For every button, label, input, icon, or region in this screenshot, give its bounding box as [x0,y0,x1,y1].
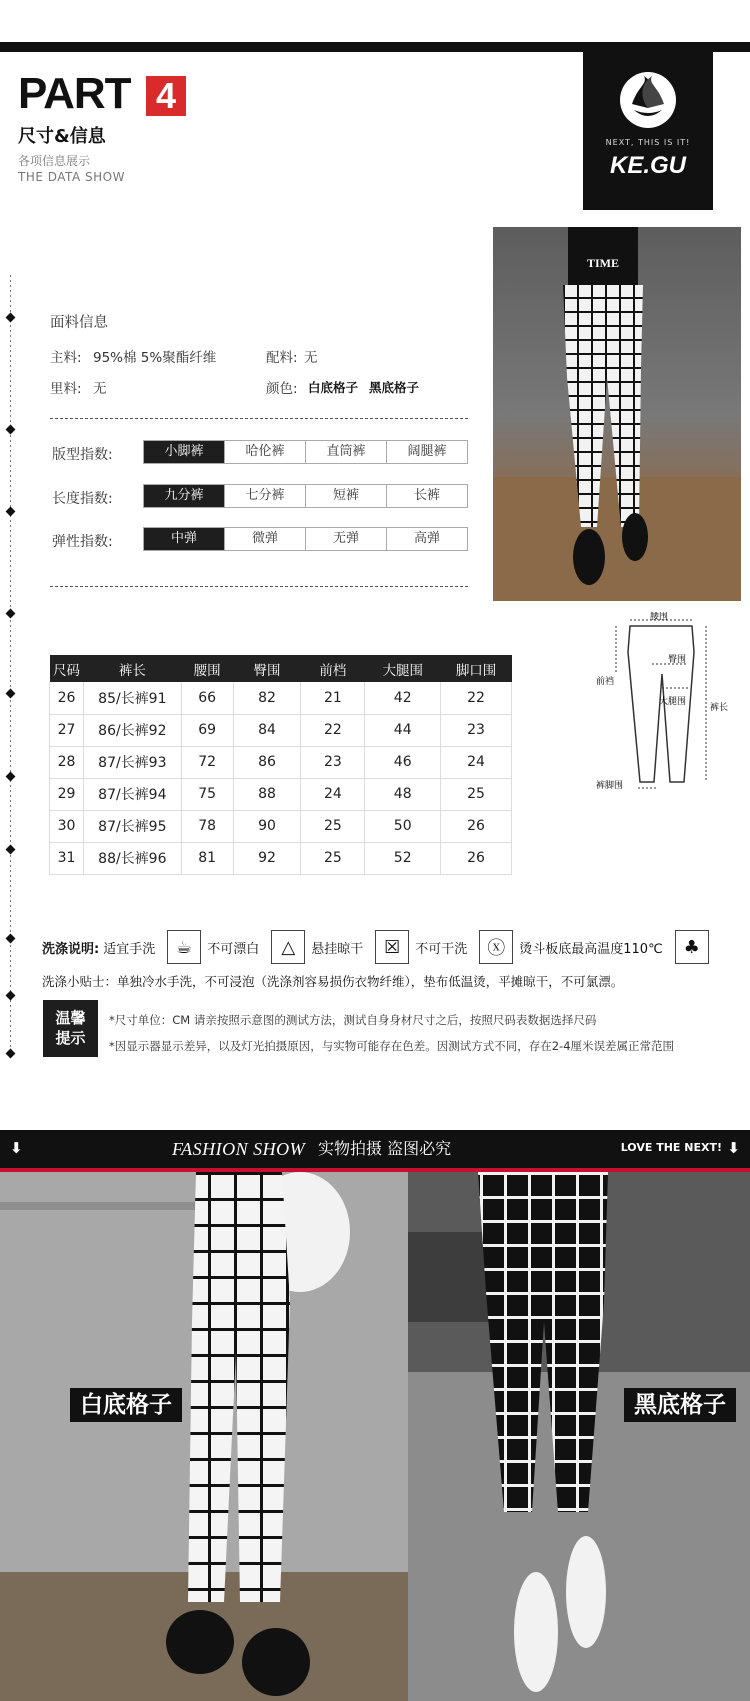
table-cell: 52 [365,842,441,874]
table-cell: 69 [181,714,233,746]
table-cell: 31 [50,842,84,874]
rail-marker [6,313,16,323]
color-value-white: 白底格子 [308,380,359,395]
love-the-next-label: LOVE THE NEXT! [620,1141,722,1154]
wash-item-no-bleach: 不可漂白 [207,941,260,957]
table-cell: 81 [181,842,233,874]
table-cell: 42 [365,682,441,714]
table-row [50,682,512,714]
col-front-rise: 前档 [301,655,365,682]
size-table-header [50,655,512,682]
table-cell: 25 [301,842,365,874]
rail-marker [6,609,16,619]
table-cell: 24 [301,778,365,810]
brand-tagline: NEXT, THIS IS IT! [605,138,691,147]
table-row [50,714,512,746]
wash-item-hang-dry: 悬挂晾干 [311,941,364,957]
divider [50,586,468,587]
lining-label: 里料: [50,381,82,397]
product-photo-front [493,227,741,601]
model-photo-white [0,1172,408,1701]
table-cell: 85/长裤91 [83,682,181,714]
table-cell: 75 [181,778,233,810]
measurement-diagram [596,612,736,792]
table-cell: 90 [233,810,301,842]
notice-badge-line1: 温馨 [55,1009,86,1027]
wash-item-no-dryclean: 不可干洗 [415,941,468,957]
table-cell: 23 [301,746,365,778]
variant-label-white: 白底格子 [70,1388,182,1422]
col-hem: 脚口围 [441,655,512,682]
variant-label-black: 黑底格子 [624,1388,736,1422]
section-subtitle-en: THE DATA SHOW [18,170,125,184]
diagram-thigh-label: 大腿围 [659,697,687,707]
table-cell: 22 [441,682,512,714]
table-cell: 25 [441,778,512,810]
table-cell: 24 [441,746,512,778]
table-cell: 50 [365,810,441,842]
fashion-show-bar [0,1130,750,1168]
table-cell: 26 [441,842,512,874]
table-cell: 44 [365,714,441,746]
top-bar [0,42,750,52]
washing-label: 洗涤说明: [42,941,100,957]
table-cell: 92 [233,842,301,874]
table-cell: 26 [441,810,512,842]
table-cell: 84 [233,714,301,746]
arrow-down-icon: ⬇ [10,1139,23,1157]
wash-item-handwash: 适宜手洗 [103,941,156,957]
table-row [50,778,512,810]
fit-option-harem: 哈伦裤 [225,441,306,463]
no-bleach-icon: △ [271,930,305,964]
table-cell: 78 [181,810,233,842]
length-index-label: 长度指数: [52,491,113,507]
col-hip: 臀围 [233,655,301,682]
table-cell: 48 [365,778,441,810]
table-cell: 28 [50,746,84,778]
rail-marker [6,425,16,435]
notice-badge [43,1000,98,1057]
divider [50,418,468,419]
col-thigh: 大腿围 [365,655,441,682]
diagram-hem-label: 裤脚围 [596,781,624,791]
svg-text:TIME: TIME [586,256,620,270]
washing-instructions [42,930,715,964]
arrow-down-icon: ⬇ [727,1139,740,1157]
table-cell: 87/长裤93 [83,746,181,778]
part-number: 4 [146,76,186,116]
fabric-heading: 面料信息 [50,315,108,331]
table-cell: 46 [365,746,441,778]
table-cell: 26 [50,682,84,714]
rail-marker [6,991,16,1001]
table-cell: 22 [301,714,365,746]
table-row [50,746,512,778]
col-waist: 腰围 [181,655,233,682]
stretch-option-high: 高弹 [387,528,467,550]
table-cell: 82 [233,682,301,714]
table-cell: 72 [181,746,233,778]
table-cell: 88 [233,778,301,810]
table-cell: 88/长裤96 [83,842,181,874]
diagram-waist-label: 腰围 [650,612,669,622]
length-index-options [143,484,468,508]
accessory-label: 配料: [266,350,298,366]
diagram-front-rise-label: 前裆 [596,677,615,687]
fit-option-straight: 直筒裤 [306,441,387,463]
table-cell: 66 [181,682,233,714]
main-material-label: 主料: [50,350,82,366]
model-photo-black [408,1172,750,1701]
stretch-option-none: 无弹 [306,528,387,550]
stretch-index-label: 弹性指数: [52,534,113,550]
color-label: 颜色: [266,381,298,397]
table-row [50,842,512,874]
lining-value: 无 [93,381,107,397]
fit-option-skinny: 小脚裤 [144,441,225,463]
diagram-hip-label: 臀围 [668,655,687,665]
table-cell: 30 [50,810,84,842]
rail-marker [6,934,16,944]
table-cell: 29 [50,778,84,810]
brand-name: KE.GU [609,152,686,179]
washing-tips: 洗涤小贴士：单独冷水手洗，不可浸泡（洗涤剂容易损伤衣物纤维），垫布低温烫，平摊晾干，不可氯漂。 [42,974,624,989]
table-cell: 23 [441,714,512,746]
main-material-value: 95%棉 5%聚酯纤维 [93,350,217,366]
fit-index-options [143,440,468,464]
table-cell: 87/长裤95 [83,810,181,842]
brand-logo [583,52,713,210]
fashion-show-title: FASHION SHOW [172,1139,306,1159]
length-option-capri: 七分裤 [225,485,306,507]
table-cell: 87/长裤94 [83,778,181,810]
table-cell: 86 [233,746,301,778]
rail-marker [6,1049,16,1059]
col-length: 裤长 [83,655,181,682]
no-dryclean-icon: ⓧ [479,930,513,964]
fashion-show-subtitle: 实物拍摄 盗图必究 [318,1139,452,1158]
diagram-length-label: 裤长 [710,703,729,713]
wing-emblem-icon [618,70,678,130]
rail-marker [6,772,16,782]
notice-line-2: *因显示器显示差异，以及灯光拍摄原因，与实物可能存在色差。因测试方式不同，存在2-4厘米误差属正常范围 [109,1039,675,1053]
hang-dry-icon: ☒ [375,930,409,964]
length-option-long: 长裤 [387,485,467,507]
fit-option-wide: 阔腿裤 [387,441,467,463]
stretch-option-slight: 微弹 [225,528,306,550]
col-size: 尺码 [50,655,84,682]
section-subtitle: 各项信息展示 [18,154,91,168]
table-row [50,810,512,842]
section-title: 尺寸&信息 [18,126,106,147]
table-cell: 27 [50,714,84,746]
notice-line-1: *尺寸单位：CM 请亲按照示意图的测试方法，测试自身身材尺寸之后，按照尺码表数据选择尺码 [109,1013,597,1027]
color-value-black: 黑底格子 [369,380,420,395]
iron-icon: ♣ [675,930,709,964]
table-cell: 25 [301,810,365,842]
part-title: PART [18,69,131,118]
length-option-shorts: 短裤 [306,485,387,507]
fit-index-label: 版型指数: [52,447,113,463]
notice-badge-line2: 提示 [55,1029,86,1047]
stretch-option-medium: 中弹 [144,528,225,550]
accessory-value: 无 [304,350,318,366]
table-cell: 86/长裤92 [83,714,181,746]
rail-marker [6,507,16,517]
rail-marker [6,845,16,855]
rail-marker [6,689,16,699]
length-option-ninth: 九分裤 [144,485,225,507]
size-table [49,655,512,875]
table-cell: 21 [301,682,365,714]
stretch-index-options [143,527,468,551]
wash-item-iron-temp: 烫斗板底最高温度110℃ [519,941,663,957]
handwash-icon: ☕ [167,930,201,964]
